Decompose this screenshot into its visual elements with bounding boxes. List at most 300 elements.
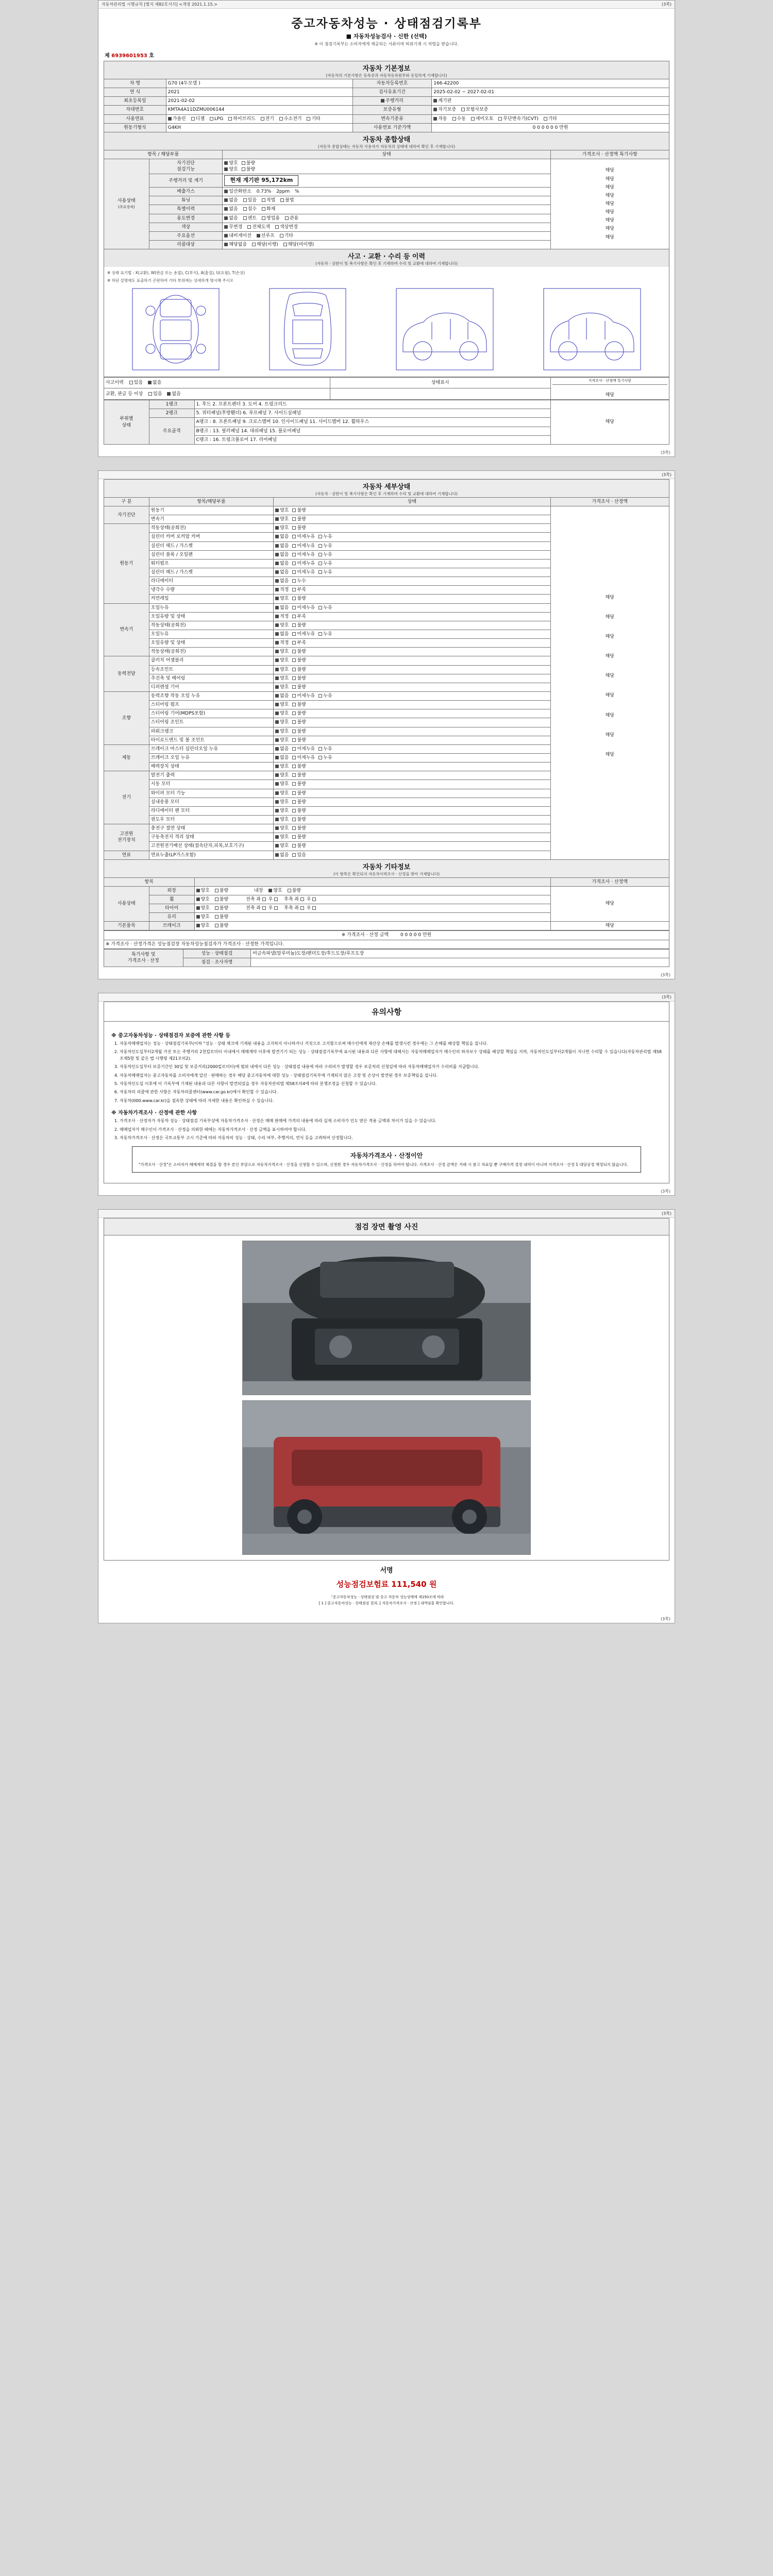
inspection-fee-label: 성능점검보험료 [336, 1580, 389, 1589]
usage-rental[interactable]: 렌트 [243, 215, 257, 222]
detail-option[interactable]: 누유 [318, 561, 332, 567]
detail-group-label: 조향 [104, 691, 149, 744]
detail-option[interactable]: 양호 [275, 622, 289, 629]
etc-table [104, 877, 669, 931]
detail-option[interactable]: 양호 [275, 516, 289, 522]
detail-option[interactable]: 불량 [292, 799, 306, 805]
color-partial[interactable]: 색상변경 [275, 224, 298, 230]
detail-option[interactable]: 미세누유 [292, 569, 315, 575]
interior-bad[interactable]: 불량 [288, 888, 301, 894]
detail-item-label: 연료누출(LP가스포함) [149, 851, 273, 859]
accident-none[interactable]: 없음 [148, 380, 161, 386]
pledge-title: 자동차가격조사 · 산정이안 [350, 1152, 423, 1160]
detail-item-label: 오일유량 및 상태 [149, 612, 273, 621]
detail-item-label: 작동상태(공회전) [149, 524, 273, 533]
price-summary-cell [104, 931, 669, 940]
etc-title: 자동차 기타정보 [362, 863, 411, 871]
detail-option[interactable]: 불량 [292, 843, 306, 849]
photos-container [104, 1235, 669, 1561]
detail-option[interactable]: 불량 [292, 702, 306, 708]
detail-option[interactable]: 누유 [318, 569, 332, 575]
table-row [104, 106, 669, 114]
table-row [104, 97, 669, 106]
field-value-year: 2021 [166, 88, 352, 97]
detail-item-label: 실린더 블록 / 오일팬 [149, 550, 273, 559]
special-mid-label: 성능 · 상태점검 [183, 949, 251, 958]
accident-middle-1 [330, 388, 550, 400]
detail-option[interactable]: 불량 [292, 817, 306, 823]
detail-group-label: 원동기 [104, 524, 149, 603]
table-row [104, 88, 669, 97]
selfdiag-trans-bad[interactable]: 불량 [242, 166, 255, 173]
detail-option[interactable]: 불량 [292, 808, 306, 814]
detail-option[interactable]: 양호 [275, 728, 289, 735]
special-label: 특기사항 및 가격조사 · 산정 [104, 949, 183, 967]
field-label-transmission: 변속기종류 [352, 114, 432, 123]
field-label-base-price: 사용연료 기준가액 [352, 123, 432, 132]
table-row [104, 940, 669, 948]
detail-option[interactable]: 양호 [275, 843, 289, 849]
detail-group-label: 자기진단 [104, 506, 149, 524]
photo-underbody [242, 1400, 531, 1555]
detail-option[interactable]: 없음 [275, 605, 289, 611]
overall-item-mileage: 주행거리 및 계기 [149, 174, 223, 188]
detail-option[interactable]: 없음 [275, 631, 289, 637]
usage-official[interactable]: 관용 [285, 215, 298, 222]
detail-option[interactable]: 불량 [292, 825, 306, 832]
fuel-option-3[interactable]: 하이브리드 [228, 116, 255, 122]
detail-option[interactable]: 없음 [275, 561, 289, 567]
detail-item-label: 구동축전지 격리 상태 [149, 833, 273, 842]
page-2-header-note [98, 471, 675, 479]
detail-option[interactable]: 누유 [318, 693, 332, 699]
detail-col-item: 항목/해당부품 [149, 497, 273, 506]
detail-item-label: 충전구 절연 상태 [149, 824, 273, 833]
detail-option[interactable]: 미세누유 [292, 746, 315, 752]
table-header-row [104, 150, 669, 159]
detail-item-status [274, 683, 551, 691]
brake-good[interactable]: 양호 [196, 923, 210, 929]
detail-price-note: 해당 해당 해당 해당 해당 해당 해당 해당 해당 [550, 506, 669, 860]
detail-option[interactable]: 없음 [275, 569, 289, 575]
history-none[interactable]: 없음 [224, 206, 238, 212]
detail-option[interactable]: 미세누유 [292, 755, 315, 761]
price-summary-value: 0 0 0 0 0 만원 [400, 933, 432, 938]
detail-option[interactable]: 적정 [275, 614, 289, 620]
detail-option[interactable]: 불량 [292, 728, 306, 735]
etc-subtitle: (이 항목은 확인되지 자동차이력조사 · 산정을 받아 기재합니다) [333, 871, 440, 876]
accident-parts-table [104, 400, 669, 445]
detail-option[interactable]: 누수 [292, 578, 306, 584]
detail-item-label: 작동상태(공회전) [149, 648, 273, 656]
wheel-front-good[interactable]: 양호 [196, 896, 210, 903]
detail-item-status [274, 753, 551, 762]
glass-bad[interactable]: 불량 [215, 914, 228, 920]
page-subtitle: ■ 자동차성능검사 · 신한 (선택) [346, 33, 427, 40]
mileage-display: 현재 계기판 95,172km [224, 175, 298, 186]
detail-option[interactable]: 없음 [275, 578, 289, 584]
detail-option[interactable]: 양호 [275, 675, 289, 682]
etc-status-tire [194, 904, 550, 913]
recall-pending[interactable]: 해당(미이행) [283, 242, 314, 248]
emission-smoke[interactable]: 2ppm [276, 189, 290, 195]
exterior-bad[interactable]: 불량 [215, 888, 228, 894]
detail-option[interactable]: 불량 [292, 764, 306, 770]
detail-option[interactable]: 불량 [292, 667, 306, 673]
detail-item-status [274, 665, 551, 674]
detail-item-status [274, 771, 551, 780]
detail-option[interactable]: 미세누유 [292, 543, 315, 549]
tuning-approved[interactable]: 적법 [262, 197, 275, 204]
detail-item-status [274, 824, 551, 833]
bottom-note-2: [ 1 ] 중고자동차성능 · 상태점검 결과, [ 자동차가격조사 · 산정 ] 내역임을 확인합니다. [318, 1601, 455, 1606]
page-2 [98, 470, 675, 979]
notice-item: 3. 자동차인도일부터 보증기간인 30일 및 보증거리(2000킬로미터)에 범위 내에서 다른 성능 · 상태점검 내용에 따라 수리비가 발생할 경우 보증처리 신청일에 따라 자동차매매업자가 수리비를 지급합니다. [120, 1064, 662, 1070]
detail-option[interactable]: 양호 [275, 737, 289, 743]
detail-subtitle: (자동차 · 상한이 및 복기사항은 확인 후 기재하며 수리 및 교환에 대하여 기재합니다) [315, 491, 458, 496]
detail-option[interactable]: 양호 [275, 719, 289, 725]
overall-status-recall [223, 240, 550, 249]
overall-status-history [223, 205, 550, 214]
inspection-fee-value: 111,540 [391, 1580, 427, 1589]
table-row [104, 114, 669, 123]
detail-option[interactable]: 부족 [292, 640, 306, 646]
wheel-axis-front[interactable]: 전축 좌 우 [246, 896, 279, 903]
fuel-option-0[interactable]: 가솔린 [168, 116, 186, 122]
detail-option[interactable]: 양호 [275, 764, 289, 770]
notice-heading-2: ※ 자동차가격조사 · 산정에 관한 사항 [111, 1110, 197, 1116]
field-value-plate: 166-42200 [432, 79, 669, 88]
selfdiag-trans-ok[interactable]: 양호 [224, 166, 238, 173]
notice-item: 2. 매매업자가 매수인이 가격조사 · 산정을 의뢰한 때에는 자동차가격조사 · 산정 금액을 표시하여야 합니다. [120, 1127, 662, 1133]
detail-option[interactable]: 없음 [275, 534, 289, 540]
etc-base-price: 해당 [550, 922, 669, 930]
detail-option[interactable]: 없음 [275, 552, 289, 558]
detail-col-price: 가격조사 · 산정액 [550, 497, 669, 506]
detail-option[interactable]: 누유 [318, 534, 332, 540]
detail-option[interactable]: 양호 [275, 684, 289, 690]
detail-item-label: 고전원전기배선 상태(접속단자,피복,보호기구) [149, 842, 273, 851]
detail-option[interactable]: 양호 [275, 834, 289, 840]
detail-item-status [274, 736, 551, 744]
detail-option[interactable]: 불량 [292, 737, 306, 743]
overall-status-selfdiag [223, 159, 550, 174]
detail-option[interactable]: 양호 [275, 525, 289, 531]
detail-option[interactable]: 불량 [292, 525, 306, 531]
exchange-none[interactable]: 없음 [167, 391, 180, 397]
accident-summary-table [104, 377, 669, 400]
warranty-option-0[interactable]: 자기보증 [433, 107, 456, 113]
recall-none[interactable]: 해당없음 [224, 242, 247, 248]
detail-col-status: 상태 [274, 497, 551, 506]
accident-diagram [104, 267, 669, 377]
exchange-has[interactable]: 있음 [148, 391, 162, 397]
accident-has[interactable]: 있음 [129, 380, 143, 386]
record-id-line [104, 50, 669, 61]
special-sign-value [251, 958, 669, 967]
record-id-suffix: 호 [149, 53, 154, 59]
field-value-inspection-period: 2025-02-02 ~ 2027-02-01 [432, 88, 669, 97]
wheel-front-bad[interactable]: 불량 [215, 896, 228, 903]
overall-status-tuning [223, 196, 550, 205]
color-simple[interactable]: 전체도색 [247, 224, 270, 230]
detail-item-status [274, 630, 551, 638]
table-row [104, 123, 669, 132]
exterior-good[interactable]: 양호 [196, 888, 210, 894]
detail-item-label: 클러치 어셈블리 [149, 656, 273, 665]
glass-good[interactable]: 양호 [196, 914, 210, 920]
tuning-none[interactable]: 없음 [224, 197, 238, 204]
detail-item-label: 타이로드엔드 및 볼 조인트 [149, 736, 273, 744]
basic-info-subtitle: (자동차의 기본사항은 등록증과 자동차등록원부와 동일하게 기재합니다) [326, 73, 447, 78]
selfdiag-engine-bad[interactable]: 불량 [242, 160, 255, 166]
detail-option[interactable]: 부족 [292, 587, 306, 593]
form-reference: 자동차관리법 시행규칙 [별지 제82호서식] <개정 2021.1.15.> [102, 2, 217, 7]
detail-band [104, 479, 669, 497]
emission-pct[interactable]: % [294, 189, 299, 195]
detail-item-label: 실린더 헤드 / 가스켓 [149, 541, 273, 550]
recall-done[interactable]: 해당(이행) [252, 242, 278, 248]
notice-item: 3. 자동차가격조사 · 산정은 국토교통부 고시 기준에 따라 자동차의 성능 · 상태, 수리 여부, 주행거리, 연식 등을 고려하여 산정합니다. [120, 1135, 662, 1141]
history-fire[interactable]: 화재 [262, 206, 275, 212]
detail-group-label: 연료 [104, 851, 149, 859]
pledge-box [132, 1146, 641, 1173]
detail-item-label: 스티어링 조인트 [149, 718, 273, 727]
detail-item-status [274, 798, 551, 806]
detail-option[interactable]: 양호 [275, 772, 289, 778]
detail-option[interactable]: 양호 [275, 667, 289, 673]
tire-bad[interactable]: 불량 [215, 905, 228, 911]
detail-option[interactable]: 불량 [292, 790, 306, 796]
option-sunroof[interactable]: 선루프 [257, 233, 275, 239]
overall-item-recall: 리콜대상 [149, 240, 223, 249]
detail-option[interactable]: 누유 [318, 746, 332, 752]
detail-option[interactable]: 미세누유 [292, 561, 315, 567]
detail-item-label: 파워크랭크 [149, 727, 273, 736]
wheel-axis-rear[interactable]: 후축 좌 우 [284, 896, 317, 903]
trans-option-2[interactable]: 세미오토 [471, 116, 494, 122]
detail-option[interactable]: 양호 [275, 817, 289, 823]
detail-option[interactable]: 없음 [275, 755, 289, 761]
detail-option[interactable]: 불량 [292, 675, 306, 682]
history-flood[interactable]: 침수 [243, 206, 257, 212]
detail-item-label: 작동상태(공회전) [149, 621, 273, 630]
detail-item-status [274, 674, 551, 683]
fuel-option-6[interactable]: 기타 [307, 116, 320, 122]
detail-option[interactable]: 불량 [292, 772, 306, 778]
detail-option[interactable]: 불량 [292, 684, 306, 690]
detail-option[interactable]: 미세누유 [292, 631, 315, 637]
overall-band [104, 132, 669, 150]
detail-option[interactable]: 있음 [292, 852, 306, 858]
detail-item-label: 와이퍼 모터 기능 [149, 789, 273, 798]
brake-bad[interactable]: 불량 [215, 923, 228, 929]
detail-option[interactable]: 없음 [275, 852, 289, 858]
detail-option[interactable]: 누유 [318, 543, 332, 549]
detail-option[interactable]: 불량 [292, 710, 306, 717]
etc-col-item: 항목 [104, 877, 195, 886]
detail-item-status [274, 718, 551, 727]
detail-title: 자동차 세부상태 [362, 483, 411, 491]
field-value-mileage [432, 97, 669, 106]
car-diagram-right [543, 288, 641, 370]
detail-option[interactable]: 불량 [292, 596, 306, 602]
detail-option[interactable]: 양호 [275, 596, 289, 602]
detail-option[interactable]: 양호 [275, 507, 289, 514]
mileage-dash-option[interactable]: 계기판 [433, 98, 451, 104]
usage-none[interactable]: 없음 [224, 215, 238, 222]
detail-option[interactable]: 양호 [275, 649, 289, 655]
detail-option[interactable]: 누유 [318, 755, 332, 761]
page-1-footer: (3쪽) [660, 450, 670, 455]
detail-item-label: 브레이크 오일 누유 [149, 753, 273, 762]
overall-group-label: 사용상태 (주요장치) [104, 159, 149, 249]
detail-option[interactable]: 미세누유 [292, 693, 315, 699]
detail-item-status [274, 789, 551, 798]
detail-option[interactable]: 불량 [292, 507, 306, 514]
overall-col-price: 가격조사 · 산정액 특기사항 [550, 150, 669, 159]
fuel-option-1[interactable]: 디젤 [191, 116, 205, 122]
tuning-illegal[interactable]: 불법 [280, 197, 294, 204]
field-label-mileage: 주행거리 [352, 97, 432, 106]
detail-option[interactable]: 불량 [292, 622, 306, 629]
detail-option[interactable]: 없음 [275, 693, 289, 699]
detail-option[interactable]: 양호 [275, 799, 289, 805]
detail-item-label: 디퍼렌셜 기어 [149, 683, 273, 691]
detail-option[interactable]: 불량 [292, 657, 306, 664]
inspection-fee-unit: 원 [429, 1580, 437, 1589]
overall-table [104, 150, 669, 249]
detail-item-status [274, 621, 551, 630]
trans-option-1[interactable]: 수동 [452, 116, 466, 122]
tire-good[interactable]: 양호 [196, 905, 210, 911]
detail-option[interactable]: 양호 [275, 825, 289, 832]
basic-info-title: 자동차 기본정보 [362, 65, 411, 73]
accident-subtitle: (자동차 · 상한이 및 복기사항은 확인 후 기재하며 수리 및 교환에 대하여 기재합니다) [315, 261, 458, 266]
field-label-warranty: 보증유형 [352, 106, 432, 114]
basic-info-table [104, 79, 669, 132]
page-4-footer: (3쪽) [660, 1617, 670, 1622]
fuel-option-4[interactable]: 전기 [261, 116, 274, 122]
notice-item: 1. 자동차매매업자는 성능 · 상태점검기록부(이하 "성능 · 상태 체크에 기재된 내용을 고지하지 아니하거나 거짓으로 고지함으로써 매수인에게 재산상 손해를 발생시킨 경우에는 그 손해를 배상할 책임을 집니다. [120, 1041, 662, 1047]
detail-option[interactable]: 불량 [292, 834, 306, 840]
tuning-yes[interactable]: 있음 [243, 197, 257, 204]
car-diagram-top [269, 288, 346, 370]
detail-group-label: 고전원 전기장치 [104, 824, 149, 851]
detail-option[interactable]: 누유 [318, 631, 332, 637]
detail-option[interactable]: 양호 [275, 781, 289, 787]
detail-item-label: 스티어링 기어(MDPS포함) [149, 709, 273, 718]
emission-hc[interactable]: 0.73% [256, 189, 272, 195]
detail-col-group: 구 분 [104, 497, 149, 506]
trans-option-3[interactable]: 무단변속기(CVT) [498, 116, 538, 122]
detail-item-status [274, 648, 551, 656]
tire-axis-front[interactable]: 전축 좌 우 [246, 905, 279, 911]
overall-status-options [223, 231, 550, 240]
detail-option[interactable]: 양호 [275, 808, 289, 814]
detail-option[interactable]: 적정 [275, 640, 289, 646]
fuel-option-5[interactable]: 수소전기 [279, 116, 302, 122]
detail-option[interactable]: 미세누유 [292, 552, 315, 558]
detail-option[interactable]: 적정 [275, 587, 289, 593]
usage-business[interactable]: 영업용 [262, 215, 280, 222]
option-nav[interactable]: 내비게이션 [224, 233, 251, 239]
fuel-option-2[interactable]: LPG [210, 116, 223, 122]
emission-co[interactable]: 일산화탄소 [224, 189, 251, 195]
interior-good[interactable]: 양호 [268, 888, 282, 894]
detail-option[interactable]: 양호 [275, 710, 289, 717]
notice-item: 4. 자동차매매업자는 중고자동차를 소비자에게 알선 · 판매하는 경우 해당 중고자동차에 대한 성능 · 상태점검기록부에 기재되지 않은 고장 및 손상이 발견된 경우 보증책임을 집니다. [120, 1073, 662, 1079]
detail-option[interactable]: 불량 [292, 649, 306, 655]
detail-item-status [274, 815, 551, 824]
detail-option[interactable]: 불량 [292, 781, 306, 787]
table-row [104, 886, 669, 895]
detail-option[interactable]: 없음 [275, 543, 289, 549]
field-label-vin: 차대번호 [104, 106, 166, 114]
field-label-fuel: 사용연료 [104, 114, 166, 123]
detail-item-status [274, 506, 551, 515]
tire-axis-rear[interactable]: 후축 좌 우 [284, 905, 317, 911]
etc-base-item: 브레이크 [149, 922, 194, 930]
mileage-checkbox[interactable] [381, 99, 384, 103]
color-original[interactable]: 무변경 [224, 224, 242, 230]
etc-col-price: 가격조사 · 산정액 [550, 877, 669, 886]
warranty-option-1[interactable]: 보험사보증 [461, 107, 488, 113]
accident-title: 사고 · 교환 · 수리 등 이력 [347, 253, 426, 261]
detail-option[interactable]: 누유 [318, 552, 332, 558]
detail-option[interactable]: 미세누유 [292, 605, 315, 611]
detail-item-label: 오일누유 [149, 603, 273, 612]
detail-option[interactable]: 불량 [292, 516, 306, 522]
detail-item-label: 원동기 [149, 506, 273, 515]
detail-option[interactable]: 부족 [292, 614, 306, 620]
detail-item-label: 라디에이터 [149, 577, 273, 586]
overall-item-usage: 용도변경 [149, 214, 223, 223]
parts-text-2: A랭크 : 8. 프론트패널 9. 크로스멤버 10. 인사이드패널 11. 사이드멤버 12. 휠하우스 [194, 418, 550, 427]
overall-status-usage [223, 214, 550, 223]
accident-middle-0: 상태표시 [330, 377, 550, 388]
table-row [104, 377, 669, 388]
trans-option-4[interactable]: 기타 [544, 116, 557, 122]
selfdiag-engine-ok[interactable]: 양호 [224, 160, 238, 166]
detail-group-label: 전기 [104, 771, 149, 824]
detail-item-status [274, 550, 551, 559]
option-etc[interactable]: 기타 [280, 233, 293, 239]
detail-item-label: 오일누유 [149, 630, 273, 638]
field-label-year: 연 식 [104, 88, 166, 97]
parts-group-label: 부위별 상태 [104, 400, 149, 445]
table-row [104, 400, 669, 409]
detail-item-status [274, 842, 551, 851]
detail-option[interactable]: 불량 [292, 719, 306, 725]
table-header-row [104, 877, 669, 886]
detail-item-label: 시동 모터 [149, 780, 273, 789]
overall-item-emission: 배출가스 [149, 188, 223, 196]
table-row [104, 931, 669, 940]
detail-option[interactable]: 미세누유 [292, 534, 315, 540]
detail-option[interactable]: 양호 [275, 657, 289, 664]
etc-item-tire: 타이어 [149, 904, 194, 913]
detail-item-label: 커먼레일 [149, 595, 273, 603]
detail-option[interactable]: 없음 [275, 746, 289, 752]
detail-option[interactable]: 누유 [318, 605, 332, 611]
detail-option[interactable]: 양호 [275, 702, 289, 708]
etc-item-glass: 유리 [149, 913, 194, 922]
detail-item-status [274, 533, 551, 541]
trans-option-0[interactable]: 자동 [433, 116, 447, 122]
car-diagram-row [107, 286, 666, 374]
detail-option[interactable]: 양호 [275, 790, 289, 796]
